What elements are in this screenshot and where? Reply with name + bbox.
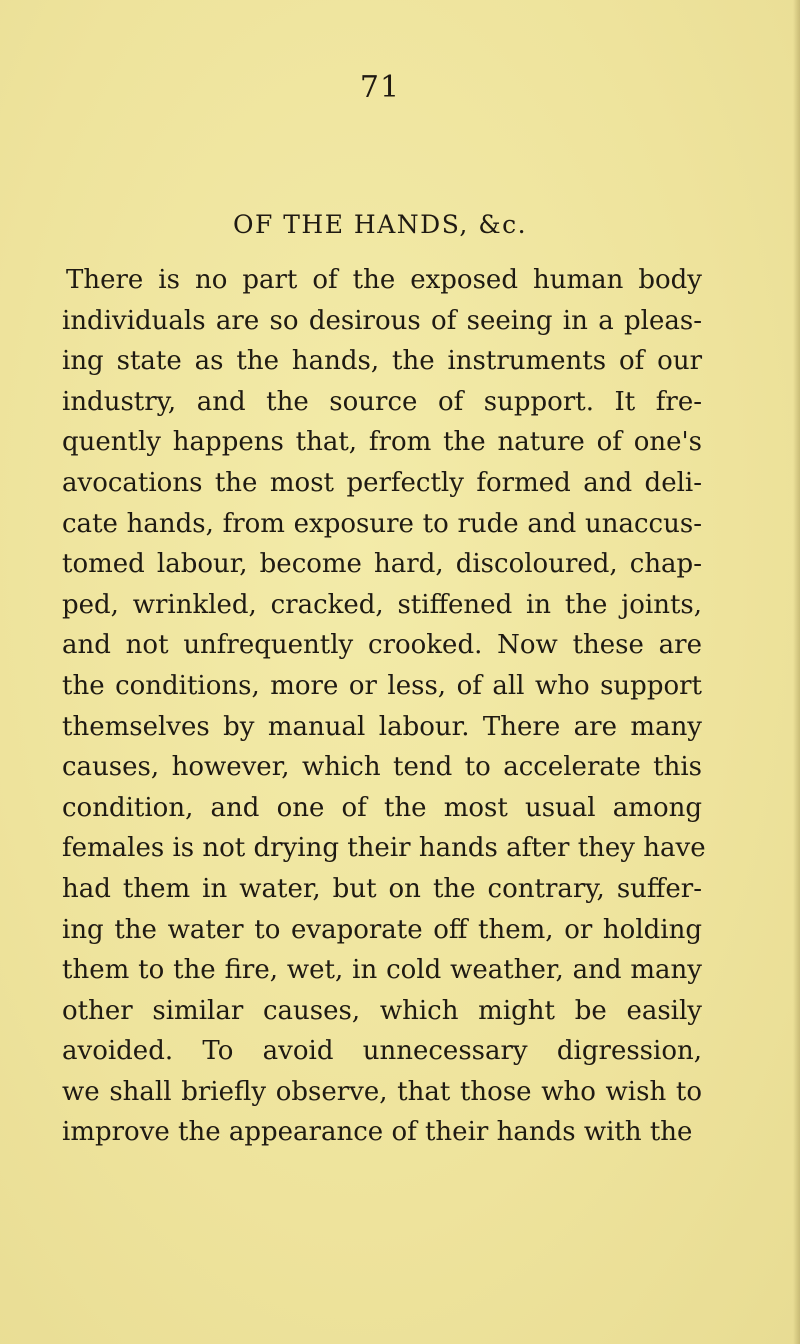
text-line: and not unfrequently crooked. Now these are: [62, 630, 702, 661]
text-line: cate hands, from exposure to rude and unaccus-: [62, 508, 702, 539]
body-paragraph: [62, 260, 706, 1153]
text-line: causes, however, which tend to accelerate this: [62, 752, 702, 783]
section-heading: OF THE HANDS, &c.: [232, 210, 528, 239]
text-line: individuals are so desirous of seeing in a pleas-: [62, 305, 702, 336]
text-line: industry, and the source of support. It fre-: [62, 386, 702, 417]
text-line: improve the appearance of their hands with the: [62, 1117, 693, 1148]
page-edge-shadow: [793, 0, 800, 1344]
text-line: ing state as the hands, the instruments of our: [62, 346, 702, 377]
text-line: the conditions, more or less, of all who support: [62, 670, 702, 701]
text-line: them to the fire, wet, in cold weather, and many: [62, 955, 702, 986]
text-line: avocations the most perfectly formed and deli-: [62, 467, 702, 498]
text-line: quently happens that, from the nature of one's: [62, 427, 702, 458]
text-line: ing the water to evaporate off them, or holding: [62, 914, 702, 945]
text-line: had them in water, but on the contrary, suffer-: [62, 873, 702, 904]
text-line: tomed labour, become hard, discoloured, chap-: [62, 549, 702, 580]
text-line: females is not drying their hands after they have: [62, 833, 706, 864]
text-line: themselves by manual labour. There are many: [62, 711, 702, 742]
page-number: 71: [359, 70, 401, 105]
text-line: avoided. To avoid unnecessary digression,: [62, 1036, 702, 1067]
text-line: ped, wrinkled, cracked, stiffened in the joints,: [62, 589, 702, 620]
text-line: condition, and one of the most usual among: [62, 792, 702, 823]
text-line: There is no part of the exposed human body: [66, 265, 702, 295]
text-line: other similar causes, which might be easily: [62, 995, 702, 1026]
text-line: we shall briefly observe, that those who wish to: [62, 1076, 702, 1107]
